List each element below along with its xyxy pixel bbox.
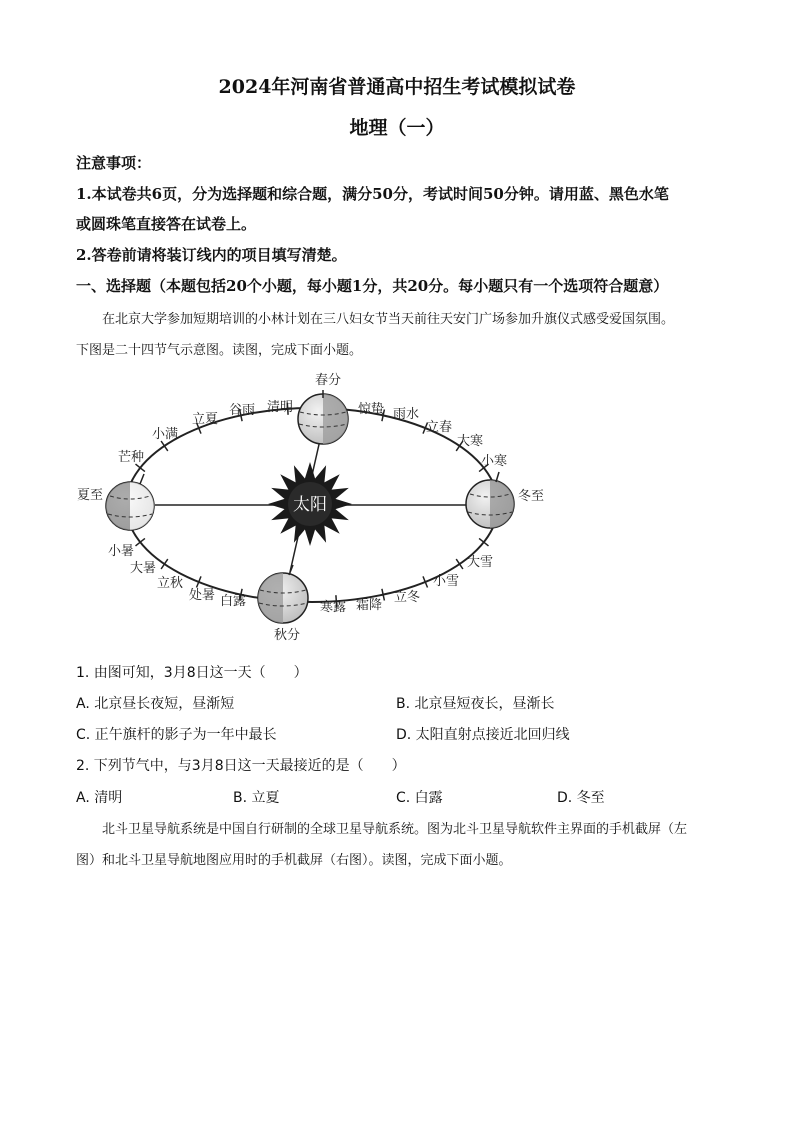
term-dashu: 大暑 — [129, 561, 157, 576]
orbit-tick — [161, 441, 168, 451]
q1-option-c[interactable]: C. 正午旗杆的影子为一年中最长 — [76, 727, 277, 743]
term-qingming: 清明 — [266, 400, 294, 415]
term-xiaohan: 小寒 — [480, 454, 508, 469]
term-dahan: 大寒 — [456, 434, 484, 449]
orbit-tick — [456, 559, 463, 569]
term-dongzhi: 冬至 — [517, 489, 545, 504]
term-mangzhong: 芒种 — [117, 450, 145, 465]
notice-heading: 注意事项： — [76, 154, 152, 172]
term-xiazhi: 夏至 — [76, 488, 104, 503]
exam-title: 2024年河南省普通高中招生考试模拟试卷 — [218, 76, 576, 98]
term-liqiu: 立秋 — [156, 576, 184, 591]
earth-spring-equinox — [298, 390, 348, 444]
solar-terms-diagram — [0, 360, 794, 650]
q2-option-d[interactable]: D. 冬至 — [557, 790, 605, 806]
term-bailu: 白露 — [219, 594, 247, 609]
q1-option-a[interactable]: A. 北京昼长夜短，昼渐短 — [76, 696, 235, 712]
earth-summer-solstice — [106, 474, 154, 530]
q1-option-d[interactable]: D. 太阳直射点接近北回归线 — [396, 727, 570, 743]
term-xiaoxue: 小雪 — [432, 574, 460, 589]
term-chushu: 处暑 — [188, 588, 216, 603]
earth-winter-solstice — [466, 472, 514, 528]
term-shuangjiang: 霜降 — [355, 598, 383, 613]
term-guyu: 谷雨 — [228, 403, 256, 418]
orbit-tick — [161, 559, 168, 569]
term-chunfen: 春分 — [314, 373, 342, 388]
q2-option-c[interactable]: C. 白露 — [396, 790, 443, 806]
section-1-intro-line-2: 下图是二十四节气示意图。读图，完成下面小题。 — [76, 343, 363, 358]
notice-item-1-line-2: 或圆珠笔直接答在试卷上。 — [76, 215, 257, 233]
term-xiaoman: 小满 — [151, 427, 179, 442]
q1-stem: 1. 由图可知，3月8日这一天（ ） — [76, 665, 308, 681]
q1-option-b[interactable]: B. 北京昼短夜长，昼渐长 — [396, 696, 555, 712]
earth-autumn-equinox — [258, 565, 308, 623]
term-xiaoshu: 小暑 — [107, 544, 135, 559]
term-qiufen: 秋分 — [273, 628, 301, 643]
term-lichun: 立春 — [425, 420, 453, 435]
sun-label: 太阳 — [293, 495, 327, 515]
notice-item-1-line-1: 1.本试卷共6页，分为选择题和综合题，满分50分，考试时间50分钟。请用蓝、黑色水笔 — [76, 185, 669, 203]
notice-item-2: 2.答卷前请将装订线内的项目填写清楚。 — [76, 246, 347, 264]
term-daxue: 大雪 — [466, 555, 494, 570]
term-yushui: 雨水 — [392, 407, 420, 422]
term-lidong: 立冬 — [393, 590, 421, 605]
section-1-intro-line-1: 在北京大学参加短期培训的小林计划在三八妇女节当天前往天安门广场参加升旗仪式感受爱国氛围。 — [102, 312, 675, 327]
section-2-intro-line-1: 北斗卫星导航系统是中国自行研制的全球卫星导航系统。图为北斗卫星导航软件主界面的手机截屏（左 — [102, 822, 688, 837]
q2-option-b[interactable]: B. 立夏 — [233, 790, 280, 806]
q2-stem: 2. 下列节气中，与3月8日这一天最接近的是（ ） — [76, 758, 406, 774]
exam-subtitle: 地理（一） — [349, 117, 445, 139]
section-2-intro-line-2: 图）和北斗卫星导航地图应用时的手机截屏（右图）。读图，完成下面小题。 — [76, 853, 512, 868]
q2-option-a[interactable]: A. 清明 — [76, 790, 123, 806]
term-lixia: 立夏 — [191, 412, 219, 427]
term-hanlu: 寒露 — [319, 600, 347, 615]
section-1-heading: 一、选择题（本题包括20个小题，每小题1分，共20分。每小题只有一个选项符合题意） — [76, 277, 669, 295]
term-jingzhe: 惊蛰 — [357, 402, 385, 417]
